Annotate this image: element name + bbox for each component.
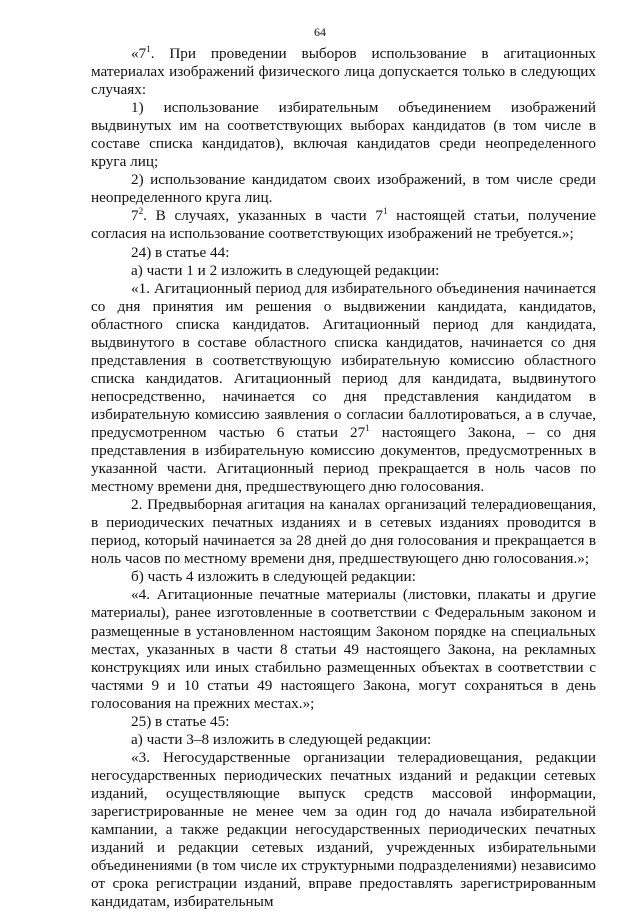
paragraph [91, 731, 596, 749]
paragraph [91, 207, 596, 243]
text-run: б) часть 4 изложить в следующей редакции: [131, 568, 416, 586]
paragraph [91, 171, 596, 207]
text-run: а) части 3–8 изложить в следующей редакции: [131, 730, 432, 748]
text-run: 7 [131, 207, 139, 225]
paragraph [91, 496, 596, 568]
text-run: «3. Негосударственные организации телерадиовещания, редакции негосударственных периодических печатных изданий и редакции сетевых изданий, осуществляющие выпуск средств массовой информации, зарегистрированные не менее чем за один год до начала избирательной кампании, а также редакции негосударственных периодических печатных изданий и редакции сетевых изданий, учрежденных избирательными объединениями (в том числе их структурными подразделениями) независимо от срока регистрации изданий, вправе предоставлять зарегистрированным кандидатам, избирательным [91, 748, 596, 911]
paragraph [91, 280, 596, 497]
text-run: 25) в статье 45: [131, 712, 230, 730]
text-run: . В случаях, указанных в части 7 [143, 207, 383, 225]
text-run: «7 [131, 45, 147, 62]
text-run: 1) использование избирательным объединением изображений выдвинутых им на соответствующих выборах кандидатов (в том числе в составе списка кандидатов), включая кандидатов среди неопределенного круга лиц; [91, 99, 596, 171]
text-run: 2. Предвыборная агитация на каналах организаций телерадиовещания, в периодических печатных изданиях и в сетевых изданиях проводится в период, который начинается за 28 дней до дня голосования и прекращается в ноль часов по местному времени дня, предшествующего дню голосования.»; [91, 496, 596, 568]
paragraph [91, 586, 596, 712]
superscript: 1 [382, 206, 388, 217]
paragraph [91, 568, 596, 586]
paragraph [91, 713, 596, 731]
text-run: . При проведении выборов использование в агитационных материалах изображений физического лица допускается только в следующих случаях: [91, 45, 596, 99]
text-run: настоящего Закона, – со дня представления в избирательную комиссию документов, предусмотренных в указанной части. Агитационный период прекращается в ноль часов по местному времени дня, предшествующего дню голосования. [91, 423, 596, 496]
text-run: настоящей статьи, получение согласия на использование соответствующих изображений не требуется.»; [91, 207, 596, 243]
superscript: 2 [138, 206, 144, 217]
paragraph [91, 262, 596, 280]
text-run: 2) использование кандидатом своих изображений, в том числе среди неопределенного круга лиц. [91, 171, 596, 207]
paragraph [91, 749, 596, 911]
superscript: 1 [146, 43, 151, 54]
superscript: 1 [365, 422, 370, 433]
text-run: 24) в статье 44: [131, 243, 230, 261]
page-number: 64 [314, 25, 326, 39]
paragraph [91, 244, 596, 262]
text-run: «4. Агитационные печатные материалы (листовки, плакаты и другие материалы), ранее изготовленные в соответствии с Федеральным законом и размещенные в установленном настоящим Законом порядке на специальных местах, указанных в части 8 статьи 49 настоящего Закона, на рекламных конструкциях или иных стабильно размещенных объектах в соответствии с частями 9 и 10 статьи 49 настоящего Закона, могут сохраняться в день голосования на прежних местах.»; [91, 586, 596, 712]
document-body [91, 45, 596, 911]
text-run: а) части 1 и 2 изложить в следующей редакции: [131, 261, 440, 279]
text-run: «1. Агитационный период для избирательного объединения начинается со дня принятия им решения о выдвижении кандидата, кандидатов, областного списка кандидатов. Агитационный период для кандидата, выдвинутого в составе областного списка кандидатов, начинается со дня представления в соответствующую избирательную комиссию областного списка кандидатов. Агитационный период для кандидата, выдвинутого непосредственно, начинается со дня представления кандидатом в избирательную комиссию заявления о согласии баллотироваться, а в случае, предусмотренном частью 6 статьи 27 [91, 279, 596, 441]
paragraph [91, 45, 596, 99]
paragraph [91, 99, 596, 171]
